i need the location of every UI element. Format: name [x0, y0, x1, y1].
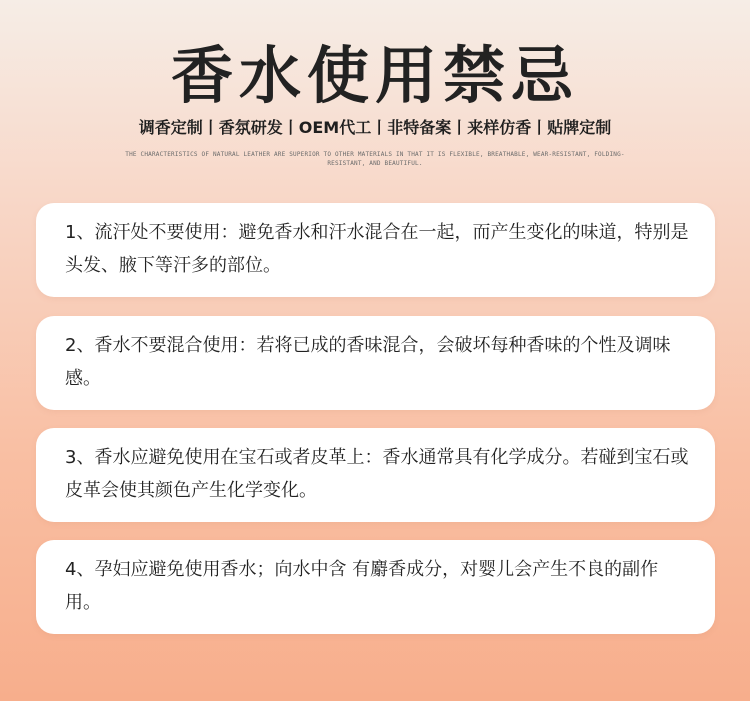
tip-text-1: 1、流汗处不要使用：避免香水和汗水混合在一起，而产生变化的味道，特别是头发、腋下等汗多的部位。: [65, 222, 689, 276]
tip-card-1: [36, 203, 715, 297]
tip-card-3: [36, 428, 715, 522]
services-subtitle: 调香定制丨香氛研发丨OEM代工丨非特备案丨来样仿香丨贴牌定制: [138, 118, 612, 137]
tip-text-4: 4、孕妇应避免使用香水；向水中含 有麝香成分，对婴儿会产生不良的副作用。: [65, 559, 659, 613]
tip-card-2: [36, 316, 715, 410]
tip-card-4: [36, 540, 715, 634]
tip-text-2: 2、香水不要混合使用：若将已成的香味混合，会破坏每种香味的个性及调味感。: [65, 335, 671, 389]
page-title: 香水使用禁忌: [170, 39, 579, 112]
tip-text-3: 3、香水应避免使用在宝石或者皮革上：香水通常具有化学成分。若碰到宝石或皮革会使其颜色产生化学变化。: [65, 447, 689, 501]
english-description: THE CHARACTERISTICS OF NATURAL LEATHER ARE SUPERIOR TO OTHER MATERIALS IN THAT IT IS FLEXIBLE, BREATHABLE, WEAR-RESISTANT, FOLDING-RESISTANT, AND BEAUTIFUL.: [125, 151, 625, 167]
